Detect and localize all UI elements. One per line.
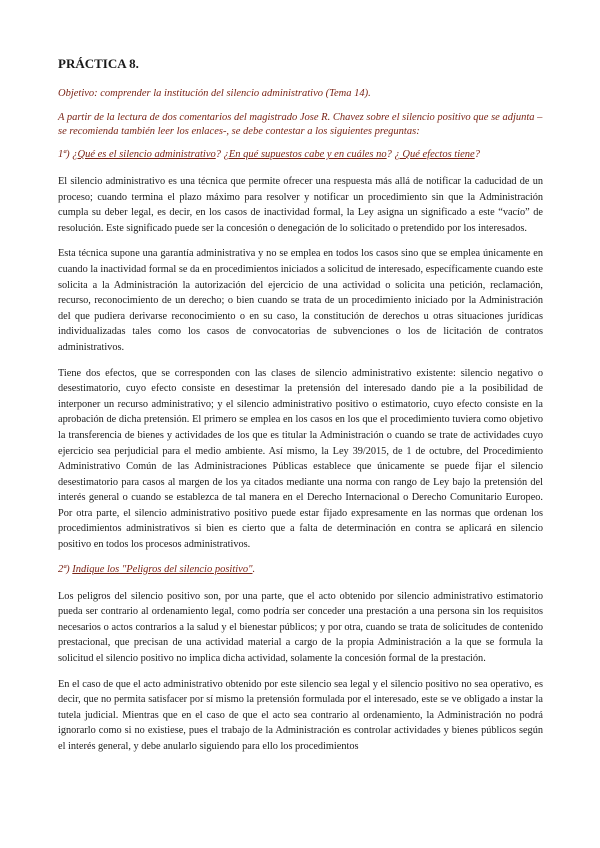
answer-1-paragraph-1: El silencio administrativo es una técnica que permite ofrecer una respuesta más allá de notificar la caducidad de un proceso; cuando termina el plazo máximo para resolver y notificar un procedimiento sin que la Administración cumpla su deber legal, es decir, en los casos de inactividad formal, la Ley asigna un significado a este “vacío” de resolución. Este significado puede ser la concesión o denegación de lo solicitado o pretendido por los interesados. — [58, 176, 543, 234]
question-1-part-a: ¿Qué es el silencio administrativo — [72, 149, 216, 160]
question-1-part-c: ¿En qué supuestos cabe y en cuáles no — [223, 149, 387, 160]
question-2 — [58, 563, 543, 577]
question-2-text: Indique los "Peligros del silencio positivo" — [72, 563, 253, 575]
question-1 — [58, 148, 543, 162]
question-1-part-e: ¿ Qué efectos tiene — [394, 149, 475, 160]
answer-2-paragraph-2: En el caso de que el acto administrativo obtenido por este silencio sea legal y el silencio positivo no sea operativo, es decir, que no permita satisfacer por sí mismo la pretensión formulada por el interesado, este se ve obligado a instar la tutela judicial. Mientras que en el caso de que el acto sea contrario al ordenamiento, la Administración no podrá ignorarlo como si no existiese, pues el trabajo de la Administración es controlar actividades y bienes públicos según el interés general, y debe anularlo siguiendo para ello los procedimientos — [58, 678, 543, 752]
question-1-part-b: ? — [215, 149, 224, 160]
objective: Objetivo: comprender la institución del silencio administrativo (Tema 14). — [58, 88, 371, 99]
question-2-prefix: 2ª) — [58, 563, 73, 575]
question-2-suffix: . — [252, 563, 256, 575]
question-1-part-d: ? — [386, 149, 395, 160]
answer-1-paragraph-3: Tiene dos efectos, que se corresponden con las clases de silencio administrativo existente: silencio negativo o desestimatorio, cuyo efecto consiste en desestimar la pretensión del interesado dando pie a la posibilidad de interponer un recurso administrativo; y el silencio administrativo positivo o estimatorio, cuyo efecto consiste en la aprobación de dicha pretensión. El primero se emplea en los casos en los que el procedimiento tuviera como objetivo la transferencia de bienes y actividades de los que es titular la Administración o cuando se trate de actividades cuyo ejercicio sea perjudicial para el medio ambiente. Así mismo, la Ley 39/2015, de 1 de octubre, del Procedimiento Administrativo Común de las Administraciones Públicas establece que únicamente se puede fijar el silencio desestimatorio para casos al margen de los ya citados mediante una norma con rango de Ley bajo la pretensión del interés general o cuando se establezca de tal manera en el Derecho Internacional o Derecho Comunitario Europeo. Por otra parte, el silencio administrativo positivo puede estar fijado expresamente en las normas que ordenan los procedimientos administrativos si bien es cierto que a falta de determinación en contra se aplicará en silencio positivo en todos los procesos administrativos. — [58, 367, 543, 551]
answer-1-paragraph-2: Esta técnica supone una garantía administrativa y no se emplea en todos los casos sino que se emplea únicamente en cuando la inactividad formal se da en procedimientos iniciados a solicitud de interesado, específicamente cuando este solicita a la Administración la autorización del ejercicio de una actividad o solicita una petición, reclamación, recurso, reconocimiento de un derecho; o bien cuando se trata de un procedimiento iniciado por la Administración del que pudiera derivarse reconocimiento o en su caso, la constitución de derechos u otras situaciones jurídicas individualizadas tales como los casos de convocatorias de subvenciones o los de licitación de contratos administrativos. — [58, 248, 543, 353]
answer-2-paragraph-1: Los peligros del silencio positivo son, por una parte, que el acto obtenido por silencio administrativo estimatorio pueda ser contrario al ordenamiento legal, como podría ser conceder una prestación a una persona sin los requisitos necesarios o actos contrarios a la salud y el bienestar públicos; y por otra, cuando se trata de solicitudes de contenido prestacional, que precisan de una actividad material a cargo de la propia Administración a la que se formula la solicitud el silencio positivo no implica dicha actividad, solamente la concesión formal de la prestación. — [58, 590, 543, 665]
question-1-prefix: 1ª) — [58, 149, 73, 160]
page-title: PRÁCTICA 8. — [58, 56, 139, 71]
question-1-suffix: ? — [474, 149, 480, 160]
intro-instructions: A partir de la lectura de dos comentarios del magistrado Jose R. Chavez sobre el silencio positivo que se adjunta –se recomienda también leer los enlaces-, se debe contestar a los siguientes preguntas: — [58, 112, 543, 137]
